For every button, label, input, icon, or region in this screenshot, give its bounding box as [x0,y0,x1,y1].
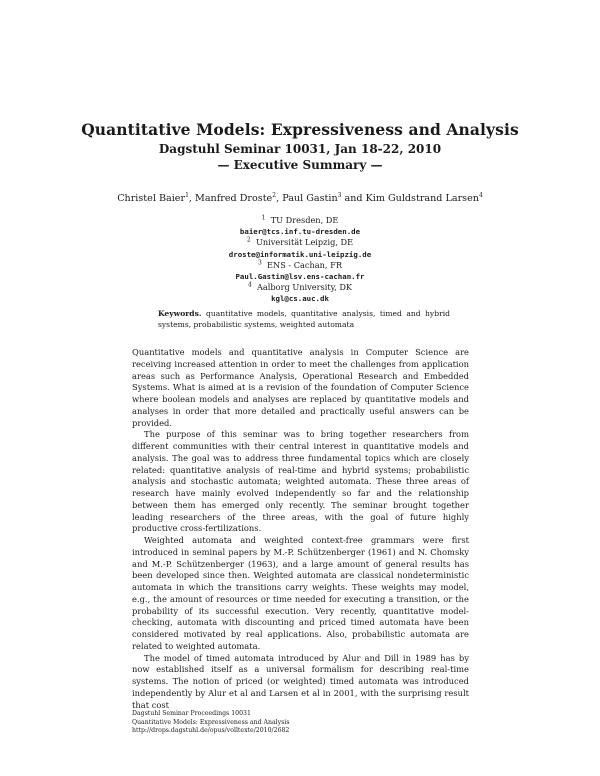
author: Kim Guldstrand Larsen$^4$ [365,191,483,204]
author-email: droste@informatik.uni-leipzig.de [228,249,372,259]
affiliation: $^3$ ENS - Cachan, FR [258,259,342,270]
paper-title: Quantitative Models: Expressiveness and Analysis [81,120,519,139]
author: Paul Gastin$^3$ and [282,191,366,204]
body-paragraph: The purpose of this seminar was to bring together researchers from different communities with their central interest in quantitative models and analysis. The goal was to address three fundamental topics which are closely related: quantitative analysis of real-time and hybrid systems; probabilistic analysis and stochastic automata; weighted automata. These three areas of research have mainly evolved independently so far and the relationship between them has emerged only recently. The seminar brought together leading researchers of the three areas, with the goal of future highly productive cross-fertilizations. [132,429,469,534]
body-paragraph: The model of timed automata introduced by Alur and Dill in 1989 has by now established itself as a universal formalism for describing real-time systems. The notion of priced (or weighted) timed automata was introduced independently by Alur et al and Larsen et al in 2001, with the surprising result that cost [132,652,469,710]
footer-url[interactable]: http://drops.dagstuhl.de/opus/volltexte/2010/2682 [132,727,290,734]
affiliation: $^2$ Universität Leipzig, DE [246,236,354,248]
author-list [0,193,600,204]
body-text [132,347,469,711]
author-email: baier@tcs.inf.tu-dresden.de [239,227,361,237]
author-email: Paul.Gastin@lsv.ens-cachan.fr [235,272,365,282]
author: Manfred Droste$^2$, [195,191,283,204]
footer-line: Quantitative Models: Expressiveness and Analysis [132,718,290,726]
body-paragraph: Weighted automata and weighted context-free grammars were first introduced in seminal papers by M.-P. Schützenberger (1961) and N. Chomsky and M.-P. Schützenberger (1963), and a large amount of general results has been developed since then. Weighted automata are classical nondeterministic automata in which the transitions carry weights. These weights may model, e.g., the amount of resources or time needed for executing a transition, or the probability of its successful execution. Very recently, quantitative model-checking, automata with discounting and priced timed automata have been considered motivated by real applications. Also, probabilistic automata are related to weighted automata. [132,535,469,651]
footer-line: Dagstuhl Seminar Proceedings 10031 [132,710,251,717]
author: Christel Baier$^1$, [117,191,195,204]
page-footer [132,710,432,736]
executive-summary-label: — Executive Summary — [217,158,383,172]
affiliation: $^4$ Aalborg University, DK [247,281,353,293]
seminar-subtitle: Dagstuhl Seminar 10031, Jan 18-22, 2010 [158,142,442,156]
author-email: kgl@cs.auc.dk [271,294,329,304]
affiliation: $^1$ TU Dresden, DE [261,214,339,225]
keywords-block [158,308,450,330]
keywords-text: quantitative models, quantitative analysis, timed and hybrid systems, probabilistic systems, weighted automata [158,309,450,330]
affiliation-list [0,215,600,305]
keywords-label: Keywords. [158,309,202,318]
body-paragraph: Quantitative models and quantitative analysis in Computer Science are receiving increased attention in order to meet the challenges from application areas such as Performance Analysis, Operational Research and Embedded Systems. What is aimed at is a revision of the foundation of Computer Science where boolean models and analyses are replaced by quantitative models and analyses in order that more detailed and practically useful answers can be provided. [132,347,469,428]
